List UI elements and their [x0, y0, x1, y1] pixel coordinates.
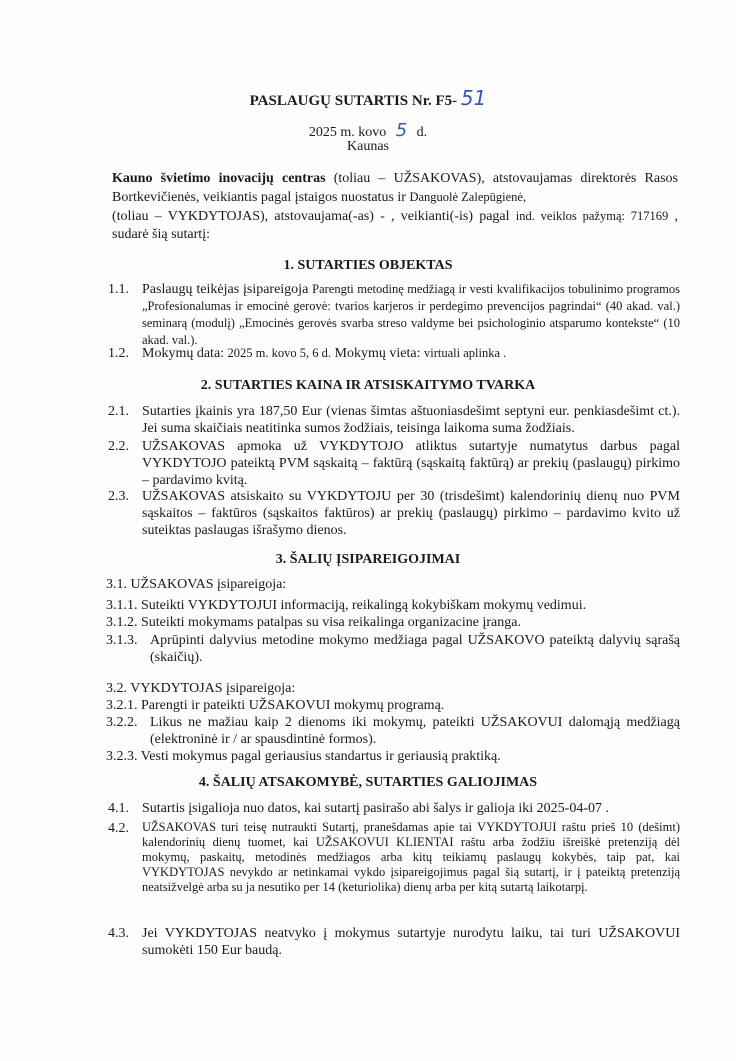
clause-number: 3.2.2. — [106, 715, 138, 730]
date-prefix: 2025 m. kovo — [308, 125, 387, 140]
clause-3-1-2: 3.1.2. Suteikti mokymams patalpas su visa reikalinga organizacine įranga. — [106, 615, 521, 630]
clause-4-2 — [108, 820, 680, 895]
clause-2-3 — [108, 488, 680, 539]
party-name: Kauno švietimo inovacijų centras — [112, 171, 326, 186]
clause-number: 4.3. — [108, 926, 129, 941]
clause-text: Mokymų data: 2025 m. kovo 5, 6 d. Mokymų vieta: virtuali aplinka . — [142, 346, 507, 361]
clause-2-2 — [108, 438, 680, 489]
section-heading: 1. SUTARTIES OBJEKTAS — [283, 258, 453, 273]
contract-city: Kaunas — [347, 139, 389, 154]
clause-number: 2.1. — [108, 404, 129, 419]
handwritten-contract-number: 51 — [460, 86, 487, 110]
section-heading: 4. ŠALIŲ ATSAKOMYBĖ, SUTARTIES GALIOJIMAS — [198, 775, 538, 790]
activity-basis: ind. veiklos pažymą: 717169 — [515, 209, 669, 223]
title-text: PASLAUGŲ SUTARTIS Nr. F5- — [249, 93, 458, 109]
clause-number: 4.2. — [108, 821, 129, 836]
clause-3-1-3 — [106, 632, 680, 666]
clause-text: Likus ne mažiau kaip 2 dienoms iki mokymų, pateikti UŽSAKOVUI dalomąją medžiagą (elektroninė ir / ar spausdintinė formos). — [150, 715, 680, 747]
clause-3-2-3: 3.2.3. Vesti mokymus pagal geriausius standartus ir geriausią praktiką. — [106, 749, 501, 764]
handwritten-day: 5 — [395, 120, 408, 141]
date-suffix: d. — [416, 125, 428, 140]
clause-text: Sutarties įkainis yra 187,50 Eur (vienas šimtas aštuoniasdešimt septyni eur. penkiasdešimt ct.). Jei suma skaičiais neatitinka sumos žodžiais, teisinga laikoma suma žodžiais. — [142, 404, 680, 436]
clause-3-2-2 — [106, 714, 680, 748]
clause-3-2: 3.2. VYKDYTOJAS įsipareigoja: — [106, 681, 296, 696]
clause-number: 2.2. — [108, 439, 129, 454]
clause-1-2 — [108, 345, 680, 362]
clause-4-1 — [108, 800, 680, 817]
section-heading: 2. SUTARTIES KAINA IR ATSISKAITYMO TVARKA — [200, 378, 536, 393]
clause-text: Aprūpinti dalyvius metodine mokymo medžiaga pagal UŽSAKOVO pateiktą dalyvių sąrašą (skaičių). — [150, 633, 680, 665]
clause-text: Sutartis įsigalioja nuo datos, kai sutartį pasirašo abi šalys ir galioja iki 2025-04-07 . — [142, 801, 609, 816]
clause-text: UŽSAKOVAS apmoka už VYKDYTOJO atliktus sutartyje numatytus darbus pagal VYKDYTOJO pateiktą PVM sąskaitą – faktūrą (sąskaitą faktūrą) ar prekių (paslaugų) pirkimo – pardavimo kvitą. — [142, 439, 680, 488]
document-title — [0, 86, 736, 110]
intro-paragraph — [112, 170, 678, 244]
clause-number: 2.3. — [108, 489, 129, 504]
clause-number: 3.1.3. — [106, 633, 138, 648]
contractor-name: Danguolė Zalepūgienė, — [409, 190, 527, 204]
clause-text: Paslaugų teikėjas įsipareigoja Parengti metodinę medžiagą ir vesti kvalifikacijos tobulinimo programos „Profesionalumas ir emocinė gerovė: tvarios karjeros ir perdegimo prevencijos pagrindai“ (40 akad. val.) seminarą (modulį) „Emocinės gerovės svarba streso valdyme bei psichologinio atsparumo kontekste“ (10 akad. val.). — [142, 282, 680, 347]
clause-4-3 — [108, 925, 680, 959]
intro-line1: (toliau – UŽSAKOVAS), atstovaujamas direktorės Rasos Bortkevičienės, veikiantis pagal įstaigos nuostatus ir — [112, 171, 678, 205]
intro-line2: (toliau – VYKDYTOJAS), atstovaujama(-as) - , veikianti(-is) pagal — [112, 209, 516, 224]
contract-date — [0, 120, 736, 141]
section-heading: 3. ŠALIŲ ĮSIPAREIGOJIMAI — [275, 552, 461, 567]
clause-3-1-1: 3.1.1. Suteikti VYKDYTOJUI informaciją, reikalingą kokybiškam mokymų vedimui. — [106, 598, 587, 613]
clause-3-2-1: 3.2.1. Parengti ir pateikti UŽSAKOVUI mokymų programą. — [106, 698, 445, 713]
clause-number: 1.1. — [108, 282, 129, 297]
clause-text: UŽSAKOVAS turi teisę nutraukti Sutartį, pranešdamas apie tai VYKDYTOJUI raštu prieš 10 (dešimt) kalendorinių dienų tuomet, kai UŽSAKOVUI KLIENTAI raštu arba žodžiu išreiškė pretenziją dėl mokymų, paskaitų, metodinės medžiagos arba kitų teikiamų paslaugų kokybės, taip pat, kai VYKDYTOJAS nevykdo ar netinkamai vykdo įsipareigojimus pagal šią sutartį, ir į pateiktą pretenziją neatsižvelgė arba su ja nesutiko per 14 (keturiolika) dienų arba per kitą sutartą laikotarpį. — [142, 820, 680, 894]
clause-number: 4.1. — [108, 801, 129, 816]
intro-line3: , sudarė šią sutartį: — [112, 209, 679, 242]
clause-text: Jei VYKDYTOJAS neatvyko į mokymus sutartyje nurodytu laiku, tai turi UŽSAKOVUI sumokėti 150 Eur baudą. — [142, 926, 680, 958]
clause-number: 1.2. — [108, 346, 129, 361]
clause-3-1: 3.1. UŽSAKOVAS įsipareigoja: — [106, 577, 287, 592]
clause-1-1 — [108, 281, 680, 349]
clause-text: UŽSAKOVAS atsiskaito su VYKDYTOJU per 30 (trisdešimt) kalendorinių dienų nuo PVM sąskaitos – faktūros (sąskaitos faktūros) ar prekių (paslaugų) pirkimo – pardavimo kvito už suteiktas paslaugas išrašymo dienos. — [142, 489, 680, 538]
clause-2-1 — [108, 403, 680, 437]
